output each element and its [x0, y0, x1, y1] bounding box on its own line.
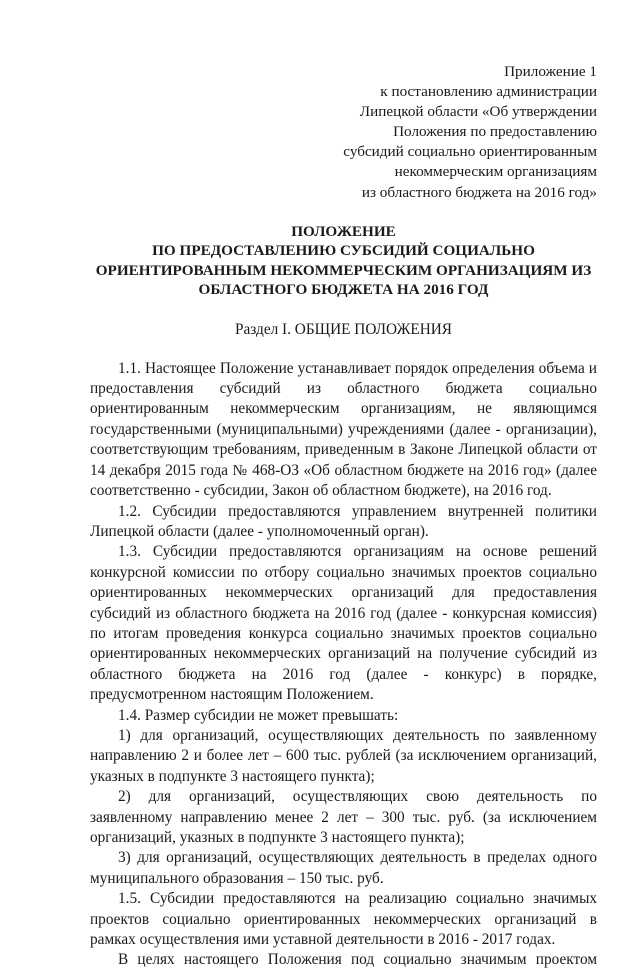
annex-line: Положения по предоставлению — [393, 123, 597, 141]
document-title — [90, 222, 597, 300]
title-line: ПОЛОЖЕНИЕ — [291, 222, 396, 240]
annex-line: субсидий социально ориентированным — [343, 143, 597, 161]
document-page — [90, 62, 597, 971]
section-heading: Раздел I. ОБЩИЕ ПОЛОЖЕНИЯ — [234, 320, 453, 338]
paragraph-1-2: 1.2. Субсидии предоставляются управлением внутренней политики Липецкой области (далее - уполномоченный орган). — [90, 502, 597, 540]
paragraph-1-3: 1.3. Субсидии предоставляются организациям на основе решений конкурсной комиссии по отбору социально значимых проектов социально ориентированных некоммерческих организаций для предоставления субсидий из областного бюджета на 2016 год (далее - конкурсная комиссия) по итогам проведения конкурса социально значимых проектов социально ориентированных некоммерческих организаций на получение субсидий из областного бюджета на 2016 год (далее - конкурс) в порядке, предусмотренном настоящим Положением. — [90, 543, 597, 704]
title-line: ОБЛАСТНОГО БЮДЖЕТА НА 2016 ГОД — [198, 281, 489, 299]
paragraph-1-4-item-1: 1) для организаций, осуществляющих деятельность по заявленному направлению 2 и более лет – 600 тыс. рублей (за исключением организаций, указных в подпункте 3 настоящего пункта); — [90, 726, 597, 785]
annex-line: некоммерческим организациям — [394, 163, 597, 181]
paragraph-1-4: 1.4. Размер субсидии не может превышать: — [118, 706, 399, 724]
title-line: ПО ПРЕДОСТАВЛЕНИЮ СУБСИДИЙ СОЦИАЛЬНО — [152, 242, 535, 260]
paragraph-1-5: 1.5. Субсидии предоставляются на реализацию социально значимых проектов социально ориентированных некоммерческих организаций в рамках осуществления ими уставной деятельности в 2016 - 2017 годах. — [90, 890, 597, 949]
annex-line: к постановлению администрации — [380, 83, 597, 101]
paragraph-1-1: 1.1. Настоящее Положение устанавливает порядок определения объема и предоставления субсидий из областного бюджета социально ориентированным некоммерческим организациям, не являющимся государственными (муниципальными) учреждениями (далее - организации), соответствующим требованиям, приведенным в Законе Липецкой области от 14 декабря 2015 года № 468-ОЗ «Об областном бюджете на 2016 год» (далее соответственно - субсидии, Закон об областном бюджете), на 2016 год. — [90, 359, 597, 500]
paragraph-1-4-item-3: 3) для организаций, осуществляющих деятельность в пределах одного муниципального образования – 150 тыс. руб. — [90, 849, 597, 887]
annex-line: Приложение 1 — [504, 63, 597, 80]
title-line: ОРИЕНТИРОВАННЫМ НЕКОММЕРЧЕСКИМ ОРГАНИЗАЦИЯМ ИЗ — [95, 261, 592, 279]
annex-line: из областного бюджета на 2016 год» — [361, 183, 597, 201]
annex-header — [90, 62, 597, 203]
document-body — [90, 359, 597, 971]
annex-line: Липецкой области «Об утверждении — [359, 103, 597, 121]
paragraph-1-4-item-2: 2) для организаций, осуществляющих свою деятельность по заявленному направлению менее 2 лет – 300 тыс. руб. (за исключением организаций, указных в подпункте 3 настоящего пункта); — [90, 788, 597, 846]
paragraph-project-definition: В целях настоящего Положения под социально значимым проектом — [118, 951, 597, 969]
